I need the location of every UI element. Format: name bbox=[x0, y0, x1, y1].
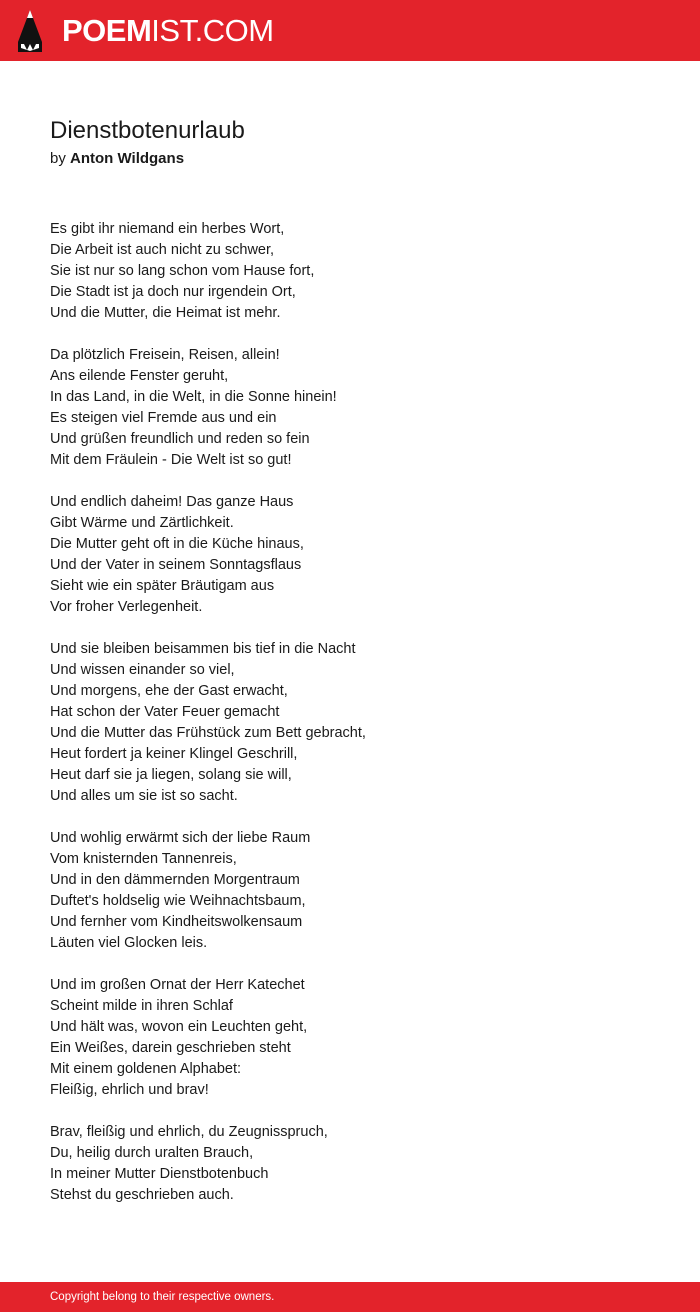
poem-line: Brav, fleißig und ehrlich, du Zeugnisspruch, bbox=[50, 1124, 328, 1140]
poem-line: Und in den dämmernden Morgentraum bbox=[50, 872, 300, 888]
poem-line: Es steigen viel Fremde aus und ein bbox=[50, 410, 277, 426]
poem-stanza bbox=[50, 1122, 650, 1206]
poem-line: Ans eilende Fenster geruht, bbox=[50, 368, 229, 384]
poem-line: Sie ist nur so lang schon vom Hause fort, bbox=[50, 263, 315, 279]
poem-stanza bbox=[50, 219, 650, 324]
poem-line: Hat schon der Vater Feuer gemacht bbox=[50, 704, 280, 720]
poem-line: Und die Mutter, die Heimat ist mehr. bbox=[50, 305, 281, 321]
brand-name-light: IST.COM bbox=[151, 13, 274, 48]
poem-line: Gibt Wärme und Zärtlichkeit. bbox=[50, 515, 234, 531]
site-header bbox=[0, 0, 700, 61]
poem-line: Die Stadt ist ja doch nur irgendein Ort, bbox=[50, 284, 296, 300]
brand-name-bold: POEM bbox=[62, 13, 152, 48]
poem-line: Und wissen einander so viel, bbox=[50, 662, 235, 678]
poem-line: Mit dem Fräulein - Die Welt ist so gut! bbox=[50, 452, 292, 468]
site-logo[interactable] bbox=[18, 10, 274, 52]
poem-line: Vom knisternden Tannenreis, bbox=[50, 851, 237, 867]
byline bbox=[50, 149, 184, 169]
poem-stanza bbox=[50, 975, 650, 1101]
poem-line: In meiner Mutter Dienstbotenbuch bbox=[50, 1166, 269, 1182]
poem-line: Duftet's holdselig wie Weihnachtsbaum, bbox=[50, 893, 306, 909]
poem-line: Die Mutter geht oft in die Küche hinaus, bbox=[50, 536, 304, 552]
brand-name bbox=[62, 10, 274, 52]
poem-line: Und wohlig erwärmt sich der liebe Raum bbox=[50, 830, 311, 846]
poem-line: Und alles um sie ist so sacht. bbox=[50, 788, 238, 804]
poem-line: Und der Vater in seinem Sonntagsflaus bbox=[50, 557, 302, 573]
by-label: by bbox=[50, 150, 66, 167]
poem-line: Scheint milde in ihren Schlaf bbox=[50, 998, 233, 1014]
poem-line: Die Arbeit ist auch nicht zu schwer, bbox=[50, 242, 275, 258]
poem-line: Und im großen Ornat der Herr Katechet bbox=[50, 977, 305, 993]
poem-line: Du, heilig durch uralten Brauch, bbox=[50, 1145, 254, 1161]
poem-line: Mit einem goldenen Alphabet: bbox=[50, 1061, 242, 1077]
poem-line: Und endlich daheim! Das ganze Haus bbox=[50, 494, 294, 510]
poem-line: Es gibt ihr niemand ein herbes Wort, bbox=[50, 221, 285, 237]
poem-line: Und fernher vom Kindheitswolkensaum bbox=[50, 914, 303, 930]
poem-line: Und morgens, ehe der Gast erwacht, bbox=[50, 683, 288, 699]
poem-line: In das Land, in die Welt, in die Sonne hinein! bbox=[50, 389, 337, 405]
poem-line: Und hält was, wovon ein Leuchten geht, bbox=[50, 1019, 308, 1035]
poem-line: Heut darf sie ja liegen, solang sie will, bbox=[50, 767, 292, 783]
site-footer bbox=[0, 1282, 700, 1312]
poem-line: Da plötzlich Freisein, Reisen, allein! bbox=[50, 347, 280, 363]
poem-body bbox=[50, 219, 650, 1227]
poem-line: Läuten viel Glocken leis. bbox=[50, 935, 208, 951]
poem-stanza bbox=[50, 345, 650, 471]
poem-stanza bbox=[50, 639, 650, 807]
pencil-icon bbox=[18, 10, 42, 52]
author-name: Anton Wildgans bbox=[70, 150, 185, 167]
poem-title: Dienstbotenurlaub bbox=[50, 117, 245, 144]
poem-line: Sieht wie ein später Bräutigam aus bbox=[50, 578, 275, 594]
poem-line: Und grüßen freundlich und reden so fein bbox=[50, 431, 310, 447]
poem-line: Und sie bleiben beisammen bis tief in die Nacht bbox=[50, 641, 356, 657]
poem-line: Fleißig, ehrlich und brav! bbox=[50, 1082, 209, 1098]
poem-stanza bbox=[50, 492, 650, 618]
poem-line: Heut fordert ja keiner Klingel Geschrill, bbox=[50, 746, 298, 762]
poem-line: Stehst du geschrieben auch. bbox=[50, 1187, 234, 1203]
copyright-notice: Copyright belong to their respective owners. bbox=[50, 1291, 275, 1303]
poem-line: Vor froher Verlegenheit. bbox=[50, 599, 203, 615]
poem-stanza bbox=[50, 828, 650, 954]
poem-line: Ein Weißes, darein geschrieben steht bbox=[50, 1040, 291, 1056]
poem-line: Und die Mutter das Frühstück zum Bett gebracht, bbox=[50, 725, 366, 741]
